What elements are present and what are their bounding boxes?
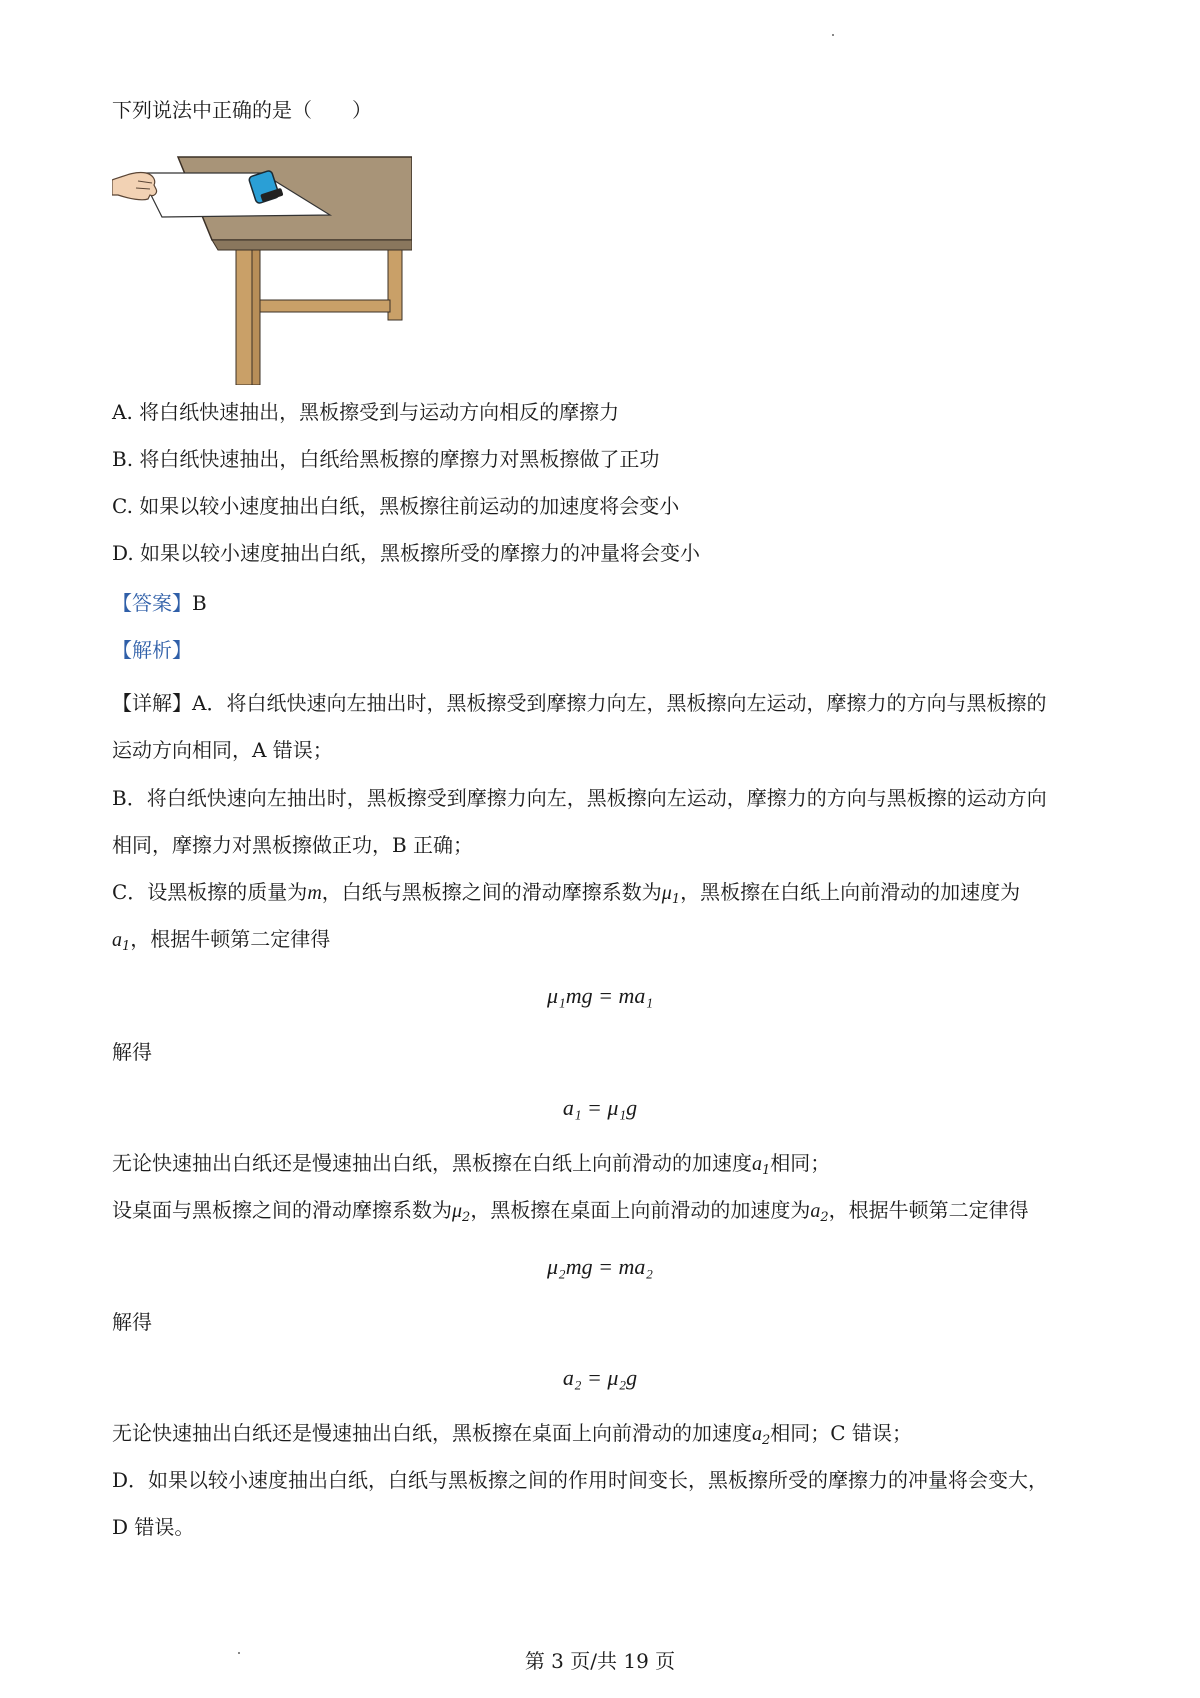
c-text-10: 无论快速抽出白纸还是慢速抽出白纸，黑板擦在桌面上向前滑动的加速度 — [112, 1421, 752, 1445]
answer-value: B — [192, 591, 207, 615]
c-text-8: ，黑板擦在桌面上向前滑动的加速度为 — [470, 1198, 811, 1222]
detail-d-line1: D．如果以较小速度抽出白纸，白纸与黑板擦之间的作用时间变长，黑板擦所受的摩擦力的冲量将会变大， — [112, 1468, 1049, 1492]
detail-c-line5 — [112, 1418, 1102, 1456]
c-text-3: ，黑板擦在白纸上向前滑动的加速度为 — [680, 880, 1021, 904]
detail-b-line1: B．将白纸快速向左抽出时，黑板擦受到摩擦力向左，黑板擦向左运动，摩擦力的方向与黑板擦的运动方向 — [112, 786, 1047, 810]
hand-shape — [112, 172, 157, 199]
c-var-a1: a — [112, 929, 122, 951]
c-var-mu2-sub: 2 — [462, 1210, 471, 1225]
scan-dot — [832, 34, 834, 36]
analysis-tag: 【解析】 — [112, 638, 192, 662]
solve-label-2: 解得 — [112, 1310, 152, 1334]
option-a: A. 将白纸快速抽出，黑板擦受到与运动方向相反的摩擦力 — [112, 400, 620, 424]
detail-b-line2: 相同，摩擦力对黑板擦做正功，B 正确； — [112, 833, 474, 857]
analysis-heading — [112, 635, 1102, 665]
answer-line — [112, 588, 1102, 618]
answer-tag: 【答案】 — [112, 591, 192, 615]
detail-c-line2 — [112, 924, 1102, 962]
equation-3: μ₂mg = ma₂ — [547, 1254, 653, 1279]
detail-a-line1 — [112, 688, 1102, 718]
c-var-a1-b-sub: 1 — [762, 1163, 771, 1178]
c-var-a1-b: a — [752, 1153, 762, 1175]
c-var-m: m — [307, 882, 322, 904]
c-text-11: 相同；C 错误； — [770, 1421, 912, 1445]
c-var-mu2: μ — [452, 1200, 463, 1222]
equation-2: a₁ = μ₁g — [562, 1095, 638, 1120]
c-text-6: 相同； — [770, 1151, 831, 1175]
c-var-a2: a — [810, 1200, 821, 1222]
c-text-2: ，白纸与黑板擦之间的滑动摩擦系数为 — [321, 880, 662, 904]
c-var-a2-b: a — [752, 1423, 762, 1445]
detail-a-line2: 运动方向相同，A 错误； — [112, 738, 333, 762]
c-var-a2-sub: 2 — [820, 1210, 829, 1225]
solve-label-1: 解得 — [112, 1040, 152, 1064]
c-text-9: ，根据牛顿第二定律得 — [828, 1198, 1029, 1222]
c-text-4: ，根据牛顿第二定律得 — [130, 927, 331, 951]
option-d: D. 如果以较小速度抽出白纸，黑板擦所受的摩擦力的冲量将会变小 — [112, 541, 701, 565]
c-var-a2-b-sub: 2 — [762, 1433, 771, 1448]
option-b: B. 将白纸快速抽出，白纸给黑板擦的摩擦力对黑板擦做了正功 — [112, 447, 660, 471]
c-var-mu1-sub: 1 — [671, 892, 681, 907]
equation-4: a₂ = μ₂g — [562, 1365, 638, 1390]
question-stem: 下列说法中正确的是（ ） — [112, 98, 372, 122]
detail-c-line4 — [112, 1195, 1102, 1233]
c-var-a1-sub: 1 — [122, 939, 131, 954]
detail-d-line2: D 错误。 — [112, 1515, 195, 1539]
equation-1: μ₁mg = ma₁ — [547, 983, 653, 1008]
table-illustration — [112, 155, 412, 385]
option-c: C. 如果以较小速度抽出白纸，黑板擦往前运动的加速度将会变小 — [112, 494, 680, 518]
detail-c-line1 — [112, 877, 1102, 915]
page-footer: 第 3 页/共 19 页 — [524, 1649, 676, 1673]
detail-c-line3 — [112, 1148, 1102, 1186]
detail-a-text: A．将白纸快速向左抽出时，黑板擦受到摩擦力向左，黑板擦向左运动，摩擦力的方向与黑板擦的 — [192, 691, 1047, 715]
detail-tag: 【详解】 — [112, 691, 192, 715]
c-text-1: C．设黑板擦的质量为 — [112, 880, 308, 904]
c-var-mu1: μ — [661, 882, 672, 904]
c-text-7: 设桌面与黑板擦之间的滑动摩擦系数为 — [112, 1198, 452, 1222]
table-paper-eraser-figure — [112, 155, 412, 385]
c-text-5: 无论快速抽出白纸还是慢速抽出白纸，黑板擦在白纸上向前滑动的加速度 — [112, 1151, 752, 1175]
